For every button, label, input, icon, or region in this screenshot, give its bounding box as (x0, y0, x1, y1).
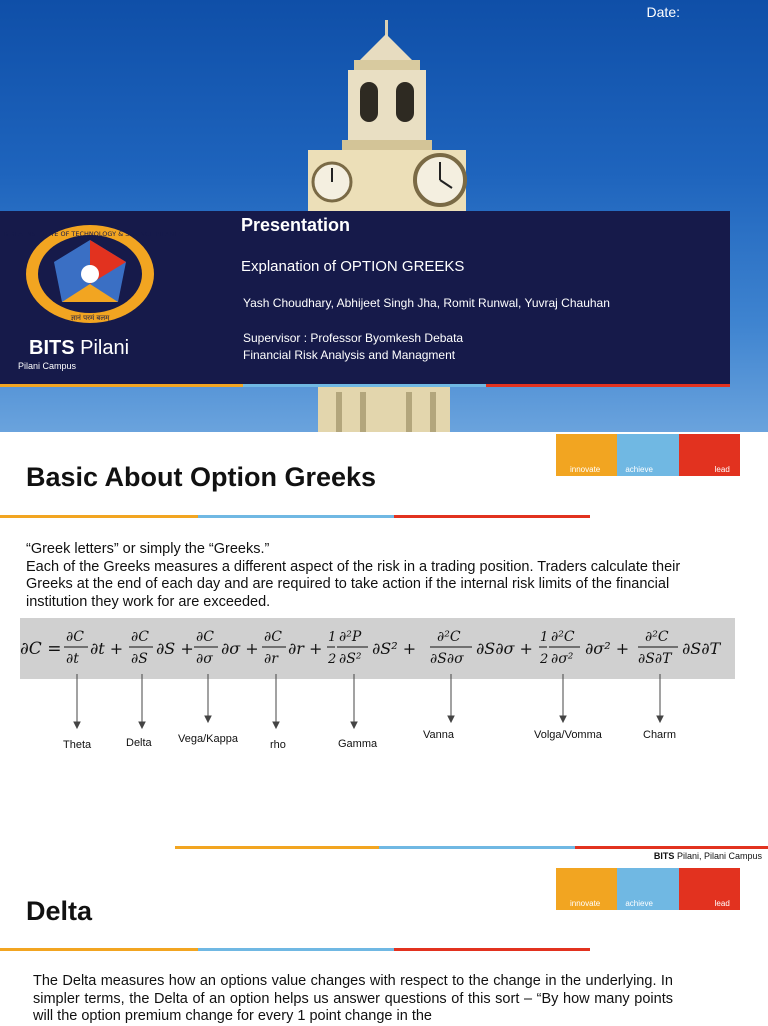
svg-text:∂S +: ∂S + (156, 639, 194, 658)
svg-text:∂σ²: ∂σ² (551, 651, 574, 667)
svg-text:1: 1 (328, 630, 337, 645)
svg-text:∂²C: ∂²C (645, 629, 669, 645)
body-line-2: Each of the Greeks measures a different aspect of the risk in a trading position. Traders calculate their Greeks at the end of each day and are required to take action if the internal risk limits of the financial institution they work for are exceeded. (26, 558, 681, 610)
slide2-footer (654, 851, 762, 861)
svg-text:2: 2 (328, 652, 337, 667)
svg-text:∂t: ∂t (66, 651, 79, 667)
tag-achieve-2: achieve (625, 899, 653, 908)
tag-innovate-2: innovate (570, 899, 601, 908)
label-rho: rho (270, 739, 286, 751)
svg-text:∂r: ∂r (264, 651, 278, 667)
svg-text:∂S∂σ +: ∂S∂σ + (476, 639, 533, 658)
tag-lead: lead (714, 465, 730, 474)
logo-motto-text: ज्ञानं परमं बलम् (70, 314, 110, 322)
footer-rest: Pilani, Pilani Campus (676, 851, 762, 861)
tag-achieve: achieve (625, 465, 653, 474)
svg-text:∂t +: ∂t + (90, 639, 124, 658)
body-line-1: “Greek letters” or simply the “Greeks.” (26, 541, 270, 557)
slide3-body: The Delta measures how an options value changes with respect to the change in the underlying. In simpler terms, the Delta of an option helps us answer questions of this sort – “By how many points will the option premium change for every 1 point change in the (33, 973, 673, 1024)
authors-text: Yash Choudhary, Abhijeet Singh Jha, Romit Runwal, Yuvraj Chauhan (243, 296, 610, 310)
svg-text:∂r +: ∂r + (288, 639, 323, 658)
slide3-title-rule (0, 948, 590, 951)
svg-text:∂C: ∂C (66, 629, 84, 645)
label-delta: Delta (126, 737, 152, 749)
logo-top-text: BIRLA INSTITUTE OF TECHNOLOGY & SCIENCE PILANI (3, 230, 177, 238)
footer-bold: BITS (653, 851, 675, 861)
presentation-title: Presentation (241, 215, 351, 235)
svg-text:∂C: ∂C (131, 629, 149, 645)
svg-text:∂C =: ∂C = (20, 639, 62, 659)
label-charm: Charm (643, 729, 677, 741)
banner-color-rule (0, 384, 730, 387)
svg-text:∂S∂T: ∂S∂T (638, 651, 672, 667)
course-text: Financial Risk Analysis and Managment (243, 348, 456, 362)
svg-text:1: 1 (540, 630, 549, 645)
bits-logo (3, 224, 177, 334)
svg-text:∂S: ∂S (131, 651, 148, 667)
svg-text:∂S²: ∂S² (339, 651, 362, 667)
brand-rest: Pilani (80, 337, 130, 359)
svg-text:∂²C: ∂²C (551, 629, 575, 645)
slide2-title-rule (0, 515, 590, 518)
svg-text:∂²C: ∂²C (437, 629, 461, 645)
slide2-footer-rule (175, 846, 768, 849)
label-volga: Volga/Vomma (534, 729, 602, 741)
svg-text:∂C: ∂C (196, 629, 214, 645)
label-theta: Theta (63, 739, 92, 751)
label-vega: Vega/Kappa (178, 733, 238, 745)
presentation-subtitle: Explanation of OPTION GREEKS (241, 258, 465, 275)
slide2-body (26, 541, 686, 611)
svg-text:2: 2 (540, 652, 549, 667)
tagline-bar (556, 434, 740, 476)
svg-text:∂S² +: ∂S² + (372, 639, 417, 658)
tag-innovate: innovate (570, 465, 601, 474)
brand-bold: BITS (29, 337, 75, 359)
label-gamma: Gamma (338, 738, 378, 750)
svg-text:∂C: ∂C (264, 629, 282, 645)
slide3-title: Delta (26, 896, 93, 926)
svg-text:∂σ +: ∂σ + (221, 639, 259, 658)
title-slide (0, 0, 768, 432)
svg-text:∂²P: ∂²P (339, 629, 362, 645)
svg-text:∂S∂σ: ∂S∂σ (430, 651, 464, 667)
svg-text:∂σ: ∂σ (196, 651, 213, 667)
campus-label: Pilani Campus (18, 361, 77, 371)
slide2-title: Basic About Option Greeks (26, 462, 377, 492)
tag-lead-2: lead (714, 899, 730, 908)
label-vanna: Vanna (423, 729, 454, 741)
svg-text:∂S∂T: ∂S∂T (682, 639, 721, 658)
svg-text:∂σ² +: ∂σ² + (585, 639, 630, 658)
supervisor-text: Supervisor : Professor Byomkesh Debata (243, 331, 464, 345)
tagline-bar-2 (556, 868, 740, 910)
bits-brand (29, 337, 129, 360)
date-label: Date: (646, 4, 680, 20)
